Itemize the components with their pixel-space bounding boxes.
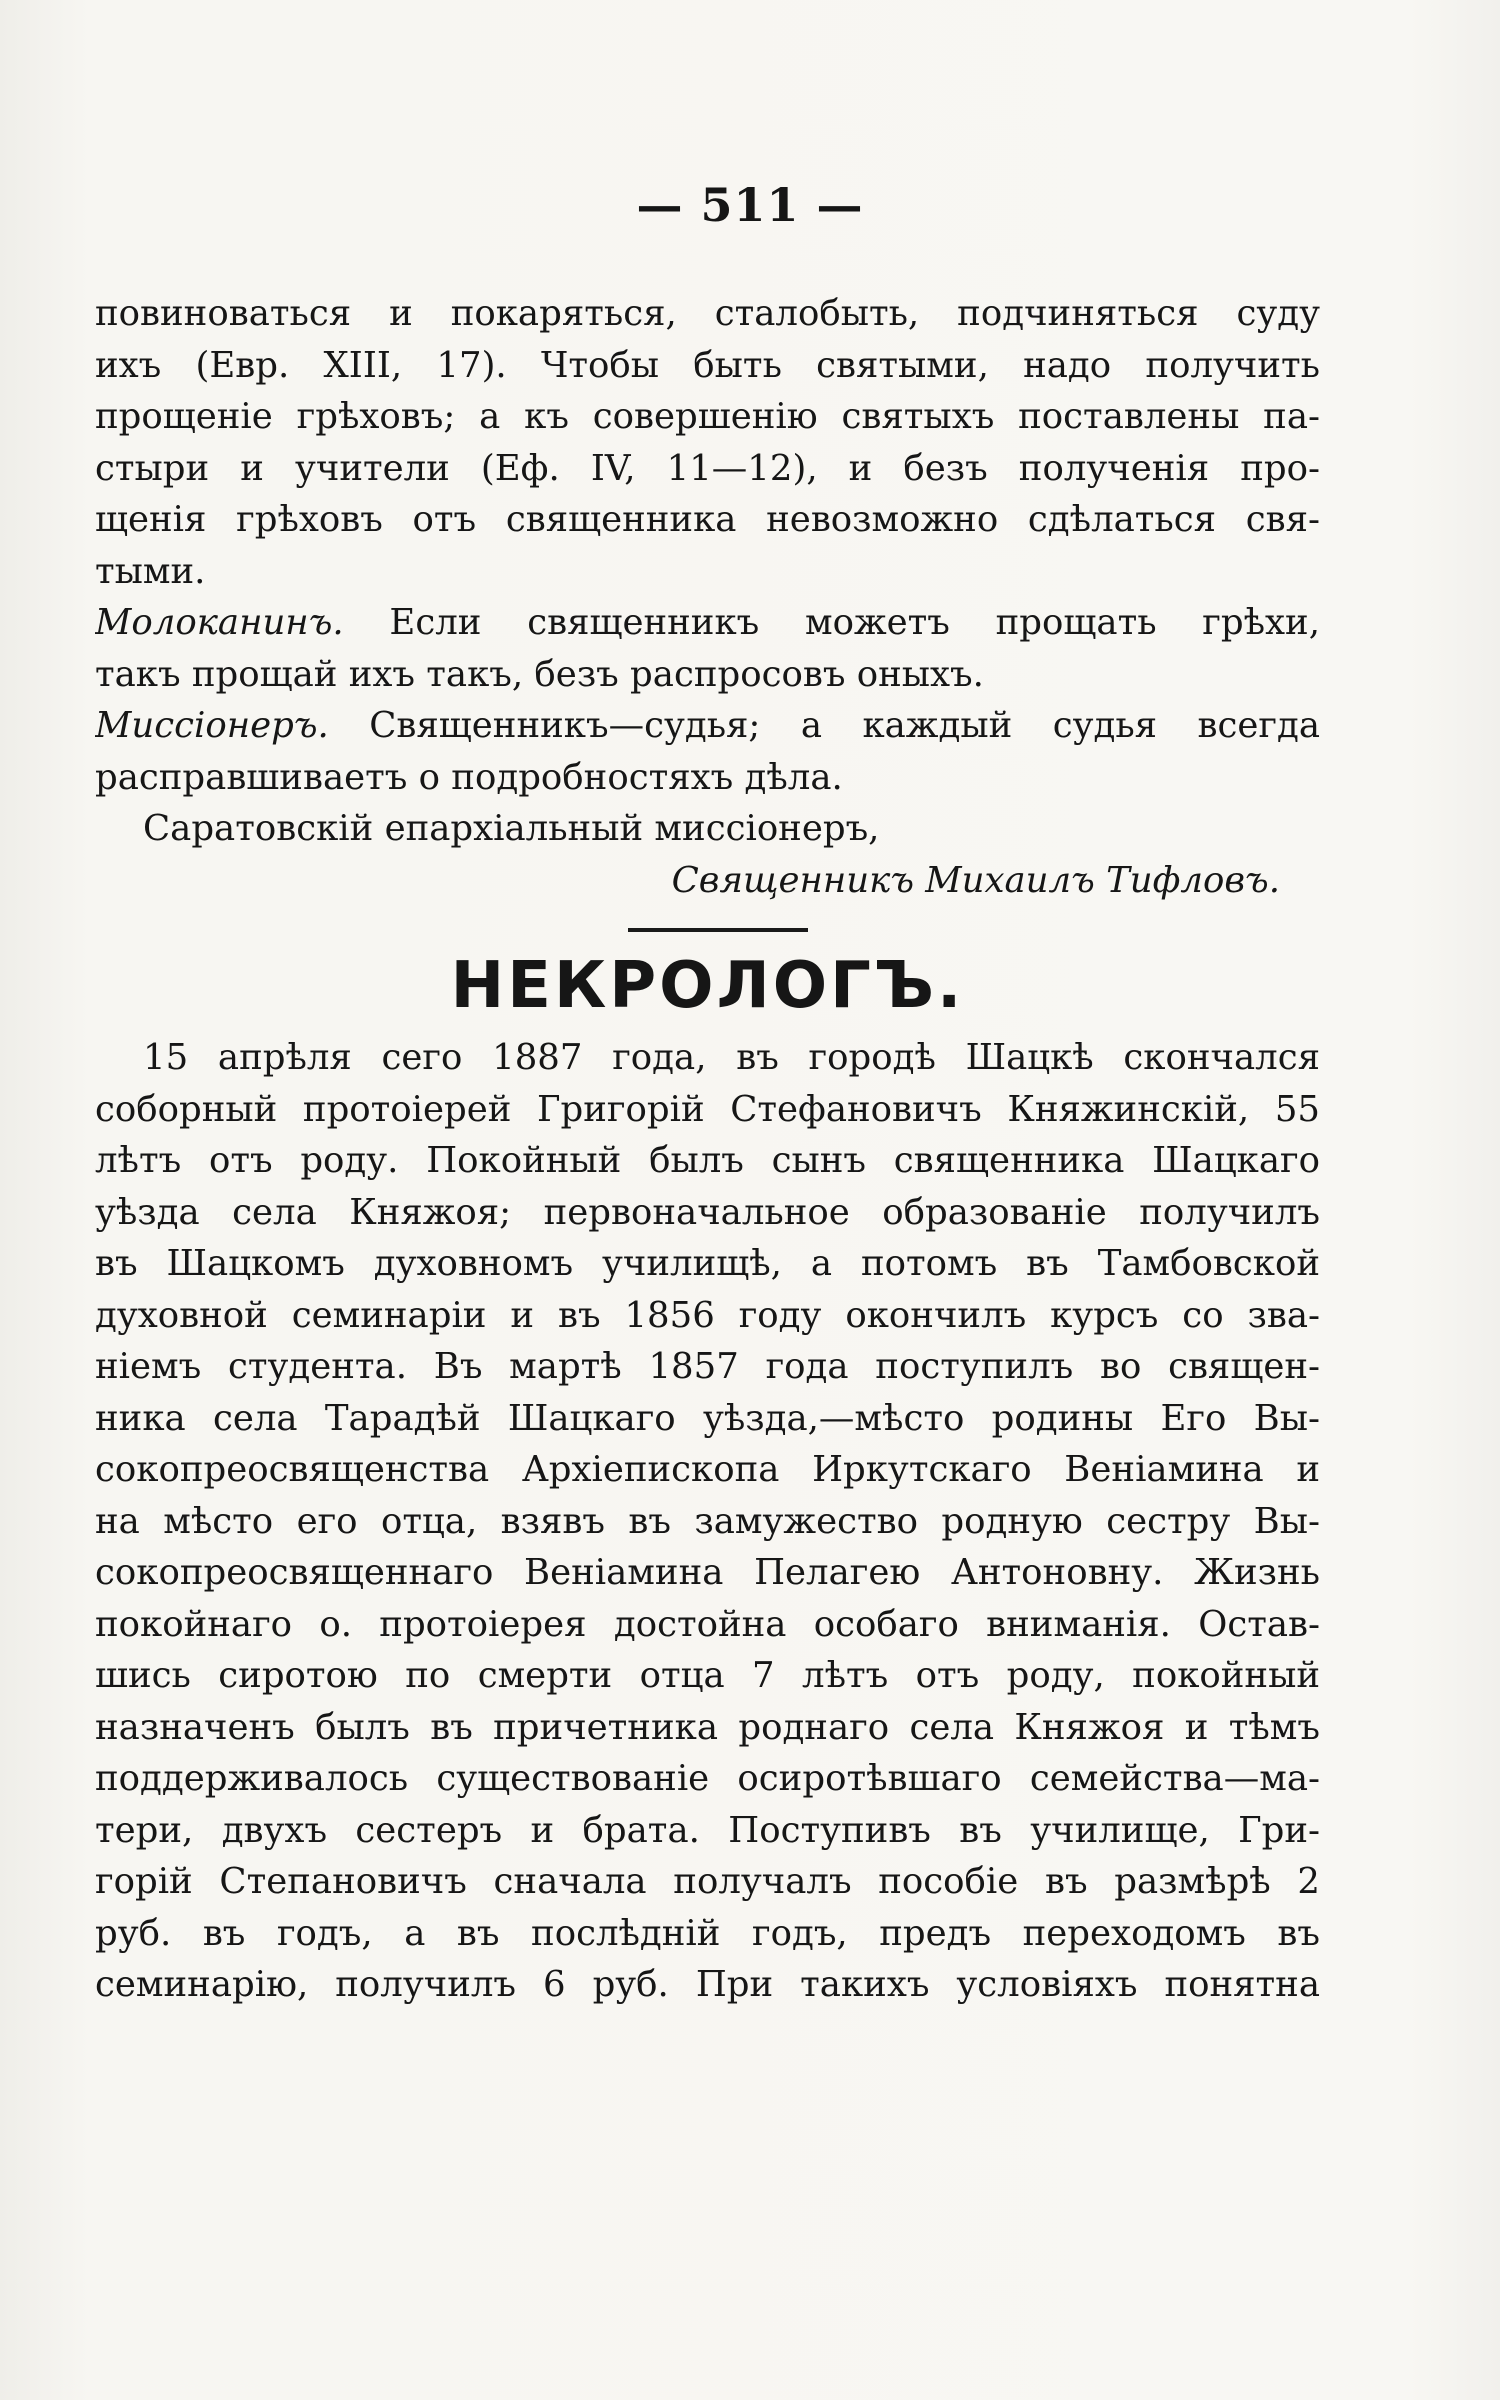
dialogue-line: ихъ (Евр. XIII, 17). Чтобы быть святыми, надо получить — [95, 344, 1320, 386]
obituary-line: сокопреосвященнаго Веніамина Пелагею Антоновну. Жизнь — [95, 1552, 1320, 1593]
missioner-line-2: расправшиваетъ о подробностяхъ дѣла. — [95, 756, 843, 798]
obituary-line: въ Шацкомъ духовномъ училищѣ, а потомъ въ Тамбовской — [95, 1243, 1320, 1284]
obituary-line: горій Степановичъ сначала получалъ пособіе въ размѣрѣ 2 — [95, 1861, 1320, 1902]
obituary-line: на мѣсто его отца, взявъ въ замужество родную сестру Вы- — [95, 1500, 1320, 1542]
obituary-line: покойнаго о. протоіерея достойна особаго вниманія. Остав- — [95, 1603, 1320, 1645]
dialogue-line: щенія грѣховъ отъ священника невозможно сдѣлаться свя- — [95, 499, 1320, 540]
page-number: — 511 — — [636, 178, 864, 232]
obituary-line: шись сиротою по смерти отца 7 лѣтъ отъ роду, покойный — [95, 1655, 1320, 1696]
obituary-line: семинарію, получилъ 6 руб. При такихъ условіяхъ понятна — [95, 1964, 1320, 2005]
obituary-section — [95, 1032, 1320, 2011]
dialogue-section — [95, 288, 1320, 803]
missioner-text: Священникъ—судья; а каждый судья всегда — [369, 705, 1320, 746]
obituary-line: тери, двухъ сестеръ и брата. Поступивъ въ училище, Гри- — [95, 1809, 1320, 1851]
speaker-missioner: Миссіонеръ. — [95, 705, 329, 746]
dialogue-line: повиноваться и покаряться, сталобыть, подчиняться суду — [95, 293, 1320, 334]
section-divider — [628, 928, 808, 932]
molokanin-line-2: такъ прощай ихъ такъ, безъ распросовъ оныхъ. — [95, 653, 984, 695]
molokanin-line — [95, 597, 1320, 649]
obituary-line: поддерживалось существованіе осиротѣвшаго семейства—ма- — [95, 1758, 1320, 1799]
signature-name: Священникъ Михаилъ Тифловъ. — [671, 859, 1280, 901]
obituary-heading: НЕКРОЛОГЪ. — [450, 949, 965, 1023]
dialogue-line: тыми. — [95, 550, 206, 592]
dialogue-line: прощеніе грѣховъ; а къ совершенію святыхъ поставлены па- — [95, 396, 1320, 437]
obituary-line: уѣзда села Княжоя; первоначальное образованіе получилъ — [95, 1191, 1320, 1233]
obituary-line: руб. въ годъ, а въ послѣдній годъ, предъ переходомъ въ — [95, 1912, 1320, 1954]
obituary-line: 15 апрѣля сего 1887 года, въ городѣ Шацкѣ скончался — [143, 1037, 1320, 1078]
obituary-line: сокопреосвященства Архіепископа Иркутскаго Веніамина и — [95, 1449, 1320, 1490]
molokanin-text: Если священникъ можетъ прощать грѣхи, — [389, 602, 1320, 643]
obituary-line: ніемъ студента. Въ мартѣ 1857 года поступилъ во священ- — [95, 1346, 1320, 1387]
page-text — [95, 288, 1320, 2011]
signature-block — [95, 803, 1320, 906]
dialogue-line: стыри и учители (Еф. IV, 11—12), и безъ полученія про- — [95, 447, 1320, 489]
obituary-line: ника села Тарадѣй Шацкаго уѣзда,—мѣсто родины Его Вы- — [95, 1397, 1320, 1439]
missioner-line — [95, 700, 1320, 752]
signature-title: Саратовскій епархіальный миссіонеръ, — [143, 808, 880, 849]
obituary-line: назначенъ былъ въ причетника роднаго села Княжоя и тѣмъ — [95, 1706, 1320, 1748]
obituary-line: лѣтъ отъ роду. Покойный былъ сынъ священника Шацкаго — [95, 1140, 1320, 1181]
obituary-line: духовной семинаріи и въ 1856 году окончилъ курсъ со зва- — [95, 1294, 1320, 1336]
speaker-molokanin: Молоканинъ. — [95, 602, 344, 643]
obituary-line: соборный протоіерей Григорій Стефановичъ Княжинскій, 55 — [95, 1088, 1320, 1130]
